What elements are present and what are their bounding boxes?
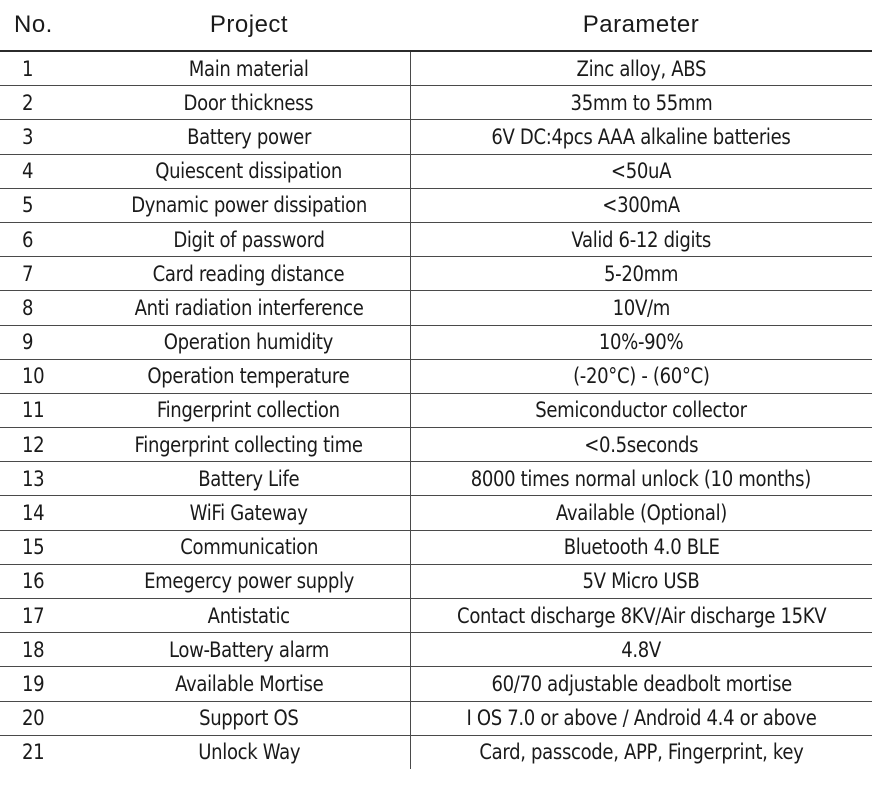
row-number-text: 10 [22,364,45,389]
project-cell-text: Operation temperature [147,364,350,389]
table-row [0,462,872,496]
row-number [0,701,88,735]
parameter-cell [410,564,872,598]
project-cell [88,428,410,462]
project-cell-text: Available Mortise [174,671,323,696]
row-number-text: 8 [22,295,34,320]
project-cell-text: Fingerprint collection [157,398,341,423]
project-cell [88,154,410,188]
project-cell-text: Digit of password [173,227,325,252]
table-row [0,291,872,325]
parameter-cell-text: <0.5seconds [584,432,699,457]
parameter-cell-text: 60/70 adjustable deadbolt mortise [491,671,792,696]
parameter-cell-text: 5-20mm [604,261,679,286]
project-cell-text: Antistatic [207,603,290,628]
row-number-text: 6 [22,227,34,252]
row-number [0,154,88,188]
table-row [0,51,872,86]
table-row [0,735,872,769]
table-row [0,701,872,735]
row-number-text: 5 [22,193,34,218]
row-number [0,51,88,86]
row-number [0,222,88,256]
row-number-text: 12 [22,432,45,457]
project-cell [88,86,410,120]
project-cell-text: Battery Life [198,466,300,491]
parameter-cell-text: Contact discharge 8KV/Air discharge 15KV [456,603,826,628]
project-cell [88,291,410,325]
project-cell [88,257,410,291]
parameter-cell [410,188,872,222]
row-number-text: 13 [22,466,45,491]
table-row [0,633,872,667]
parameter-cell [410,291,872,325]
row-number-text: 21 [22,740,45,765]
row-number [0,530,88,564]
row-number [0,393,88,427]
parameter-cell [410,633,872,667]
project-cell-text: Dynamic power dissipation [130,193,367,218]
project-cell [88,599,410,633]
parameter-cell [410,51,872,86]
project-cell [88,51,410,86]
row-number-text: 2 [22,90,34,115]
parameter-cell [410,667,872,701]
row-number-text: 3 [22,124,34,149]
row-number [0,120,88,154]
parameter-cell-text: 10V/m [612,295,670,320]
parameter-cell-text: Available (Optional) [555,501,727,526]
parameter-cell [410,86,872,120]
row-number [0,86,88,120]
table-row [0,257,872,291]
parameter-cell [410,120,872,154]
header-parameter: Parameter [410,0,872,51]
row-number-text: 11 [22,398,45,423]
table-row [0,564,872,598]
project-cell [88,120,410,154]
row-number [0,428,88,462]
table-row [0,120,872,154]
parameter-cell-text: Semiconductor collector [535,398,747,423]
project-cell [88,325,410,359]
parameter-cell [410,222,872,256]
parameter-cell-text: 6V DC:4pcs AAA alkaline batteries [491,124,791,149]
parameter-cell [410,701,872,735]
table-row [0,359,872,393]
parameter-cell-text: 10%-90% [599,330,684,355]
project-cell [88,564,410,598]
table-row [0,599,872,633]
parameter-cell [410,462,872,496]
parameter-cell [410,428,872,462]
parameter-cell [410,735,872,769]
row-number [0,564,88,598]
project-cell [88,462,410,496]
parameter-cell [410,257,872,291]
parameter-cell-text: 4.8V [621,637,662,662]
project-cell-text: Emegercy power supply [143,569,354,594]
project-cell-text: Fingerprint collecting time [134,432,363,457]
parameter-cell-text: Bluetooth 4.0 BLE [563,535,720,560]
parameter-cell-text: 35mm to 55mm [570,90,713,115]
row-number [0,188,88,222]
row-number [0,633,88,667]
project-cell-text: Anti radiation interference [134,295,364,320]
project-cell [88,393,410,427]
table-row [0,393,872,427]
row-number-text: 14 [22,501,45,526]
project-cell-text: Low-Battery alarm [168,637,329,662]
table-row [0,154,872,188]
row-number-text: 18 [22,637,45,662]
parameter-cell [410,530,872,564]
row-number [0,735,88,769]
header-row [0,0,872,51]
parameter-cell [410,393,872,427]
row-number-text: 20 [22,706,45,731]
project-cell [88,530,410,564]
project-cell-text: Door thickness [183,90,314,115]
row-number [0,325,88,359]
parameter-cell-text: I OS 7.0 or above / Android 4.4 or above [466,706,817,731]
parameter-cell-text: Valid 6-12 digits [571,227,712,252]
project-cell-text: Quiescent dissipation [155,159,343,184]
table-row [0,325,872,359]
table-row [0,86,872,120]
project-cell [88,667,410,701]
row-number [0,496,88,530]
row-number [0,257,88,291]
header-project: Project [88,0,410,51]
row-number [0,599,88,633]
row-number-text: 17 [22,603,45,628]
project-cell [88,701,410,735]
project-cell [88,222,410,256]
table-row [0,496,872,530]
table-row [0,222,872,256]
parameter-cell-text: 8000 times normal unlock (10 months) [471,466,812,491]
row-number-text: 7 [22,261,34,286]
table-row [0,188,872,222]
table-header [0,0,872,51]
parameter-cell [410,154,872,188]
table-row [0,428,872,462]
project-cell [88,496,410,530]
parameter-cell [410,599,872,633]
row-number-text: 1 [22,56,34,81]
parameter-cell [410,325,872,359]
row-number [0,462,88,496]
table-body [0,51,872,769]
row-number-text: 4 [22,159,34,184]
parameter-cell [410,359,872,393]
project-cell-text: Operation humidity [164,330,334,355]
row-number [0,359,88,393]
project-cell-text: Support OS [199,706,299,731]
project-cell [88,188,410,222]
parameter-cell-text: <300mA [602,193,680,218]
project-cell [88,735,410,769]
table-row [0,530,872,564]
table-row [0,667,872,701]
project-cell-text: Communication [179,535,318,560]
project-cell-text: WiFi Gateway [189,501,308,526]
row-number-text: 15 [22,535,45,560]
parameter-cell-text: Zinc alloy, ABS [576,56,707,81]
parameter-cell [410,496,872,530]
row-number-text: 16 [22,569,45,594]
parameter-cell-text: 5V Micro USB [582,569,700,594]
row-number-text: 19 [22,671,45,696]
project-cell-text: Main material [188,56,309,81]
project-cell [88,633,410,667]
project-cell-text: Card reading distance [152,261,345,286]
parameter-cell-text: Card, passcode, APP, Fingerprint, key [479,740,804,765]
project-cell [88,359,410,393]
parameter-cell-text: (-20°C) - (60°C) [573,364,710,389]
parameter-cell-text: <50uA [611,159,672,184]
header-no: No. [0,0,88,51]
project-cell-text: Battery power [186,124,311,149]
project-cell-text: Unlock Way [197,740,300,765]
row-number-text: 9 [22,330,34,355]
row-number [0,667,88,701]
row-number [0,291,88,325]
